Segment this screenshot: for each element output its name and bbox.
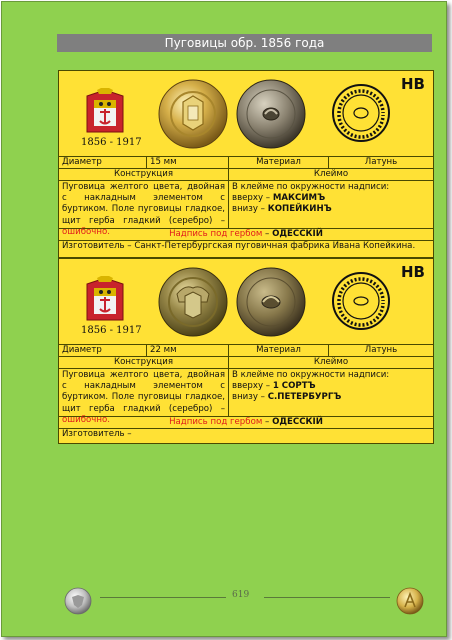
- button-card-1: [58, 70, 434, 258]
- diameter-value: 15 мм: [147, 157, 229, 168]
- footer-divider-right: [264, 597, 390, 598]
- mark-bottom: КОПЕЙКИНЪ: [267, 204, 332, 215]
- odessa-coat-of-arms-icon: [83, 88, 127, 138]
- construction-header: Конструкция: [59, 357, 229, 368]
- diameter-label: Диаметр: [59, 157, 147, 168]
- odessa-coat-of-arms-icon: [83, 276, 127, 326]
- button-front-photo: [157, 78, 229, 150]
- mark-text: В клейме по окружности надписи: вверху – 1 СОРТЪ внизу – С.ПЕТЕРБУРГЪ: [232, 370, 390, 403]
- footer-divider-left: [100, 597, 226, 598]
- under-arms-label: Надпись под гербом: [169, 229, 263, 239]
- years-label: 1856 - 1917: [81, 137, 142, 148]
- section-header-row: [59, 357, 433, 369]
- mark-header: Клеймо: [313, 169, 349, 179]
- maker-stamp-icon: [331, 271, 391, 331]
- diameter-label: Диаметр: [59, 345, 147, 356]
- button-back-photo: [235, 78, 307, 150]
- section-header-row: [59, 169, 433, 181]
- material-value: Латунь: [364, 345, 398, 355]
- maker-label: Изготовитель –: [62, 429, 132, 439]
- specs-row: [59, 345, 433, 357]
- mark-top: МАКСИМЪ: [272, 193, 326, 204]
- material-value: Латунь: [364, 157, 398, 167]
- under-arms-value: ОДЕССКІЙ: [272, 229, 323, 239]
- construction-text: Пуговица желтого цвета, двойная с накладным элементом с буртиком. Поле пуговицы гладкое, щит герба гладкий (серебро) – ошибочно.: [59, 181, 229, 228]
- under-arms-row: Надпись под гербом – ОДЕССКІЙ: [59, 417, 433, 429]
- button-back-photo: [235, 266, 307, 338]
- rarity-badge: НВ: [401, 75, 425, 93]
- maker-label: Изготовитель –: [62, 241, 132, 251]
- maker-row: [59, 241, 433, 253]
- page-title: Пуговицы обр. 1856 года: [57, 34, 432, 52]
- monogram-medal-icon: [396, 587, 424, 615]
- years-label: 1856 - 1917: [81, 325, 142, 336]
- diameter-value: 22 мм: [147, 345, 229, 356]
- maker-value: Санкт-Петербургская пуговичная фабрика Ивана Копейкина.: [134, 241, 416, 251]
- catalog-page: [1, 1, 447, 637]
- rarity-badge: НВ: [401, 263, 425, 281]
- mark-header: Клеймо: [313, 357, 349, 367]
- material-label: Материал: [229, 345, 329, 356]
- under-arms-value: ОДЕССКІЙ: [272, 417, 323, 427]
- photo-row: [59, 71, 433, 157]
- construction-text: Пуговица желтого цвета, двойная с накладным элементом с буртиком. Поле пуговицы гладкое, щит герба гладкий (серебро) – ошибочно.: [59, 369, 229, 416]
- maker-row: [59, 429, 433, 441]
- button-card-2: [58, 258, 434, 444]
- error-note: ошибочно.: [62, 226, 110, 237]
- under-arms-label: Надпись под гербом: [169, 417, 263, 427]
- specs-row: [59, 157, 433, 169]
- mark-text: В клейме по окружности надписи: вверху – МАКСИМЪ внизу – КОПЕЙКИНЪ: [232, 182, 390, 215]
- mark-bottom: С.ПЕТЕРБУРГЪ: [267, 392, 342, 403]
- error-note: ошибочно.: [62, 414, 110, 425]
- under-arms-row: Надпись под гербом – ОДЕССКІЙ: [59, 229, 433, 241]
- mark-top: 1 СОРТЪ: [272, 381, 316, 392]
- eagle-medal-icon: [64, 587, 92, 615]
- maker-stamp-icon: [331, 83, 391, 143]
- photo-row: [59, 259, 433, 345]
- construction-header: Конструкция: [59, 169, 229, 180]
- page-number: 619: [232, 590, 250, 600]
- button-front-photo: [157, 266, 229, 338]
- material-label: Материал: [229, 157, 329, 168]
